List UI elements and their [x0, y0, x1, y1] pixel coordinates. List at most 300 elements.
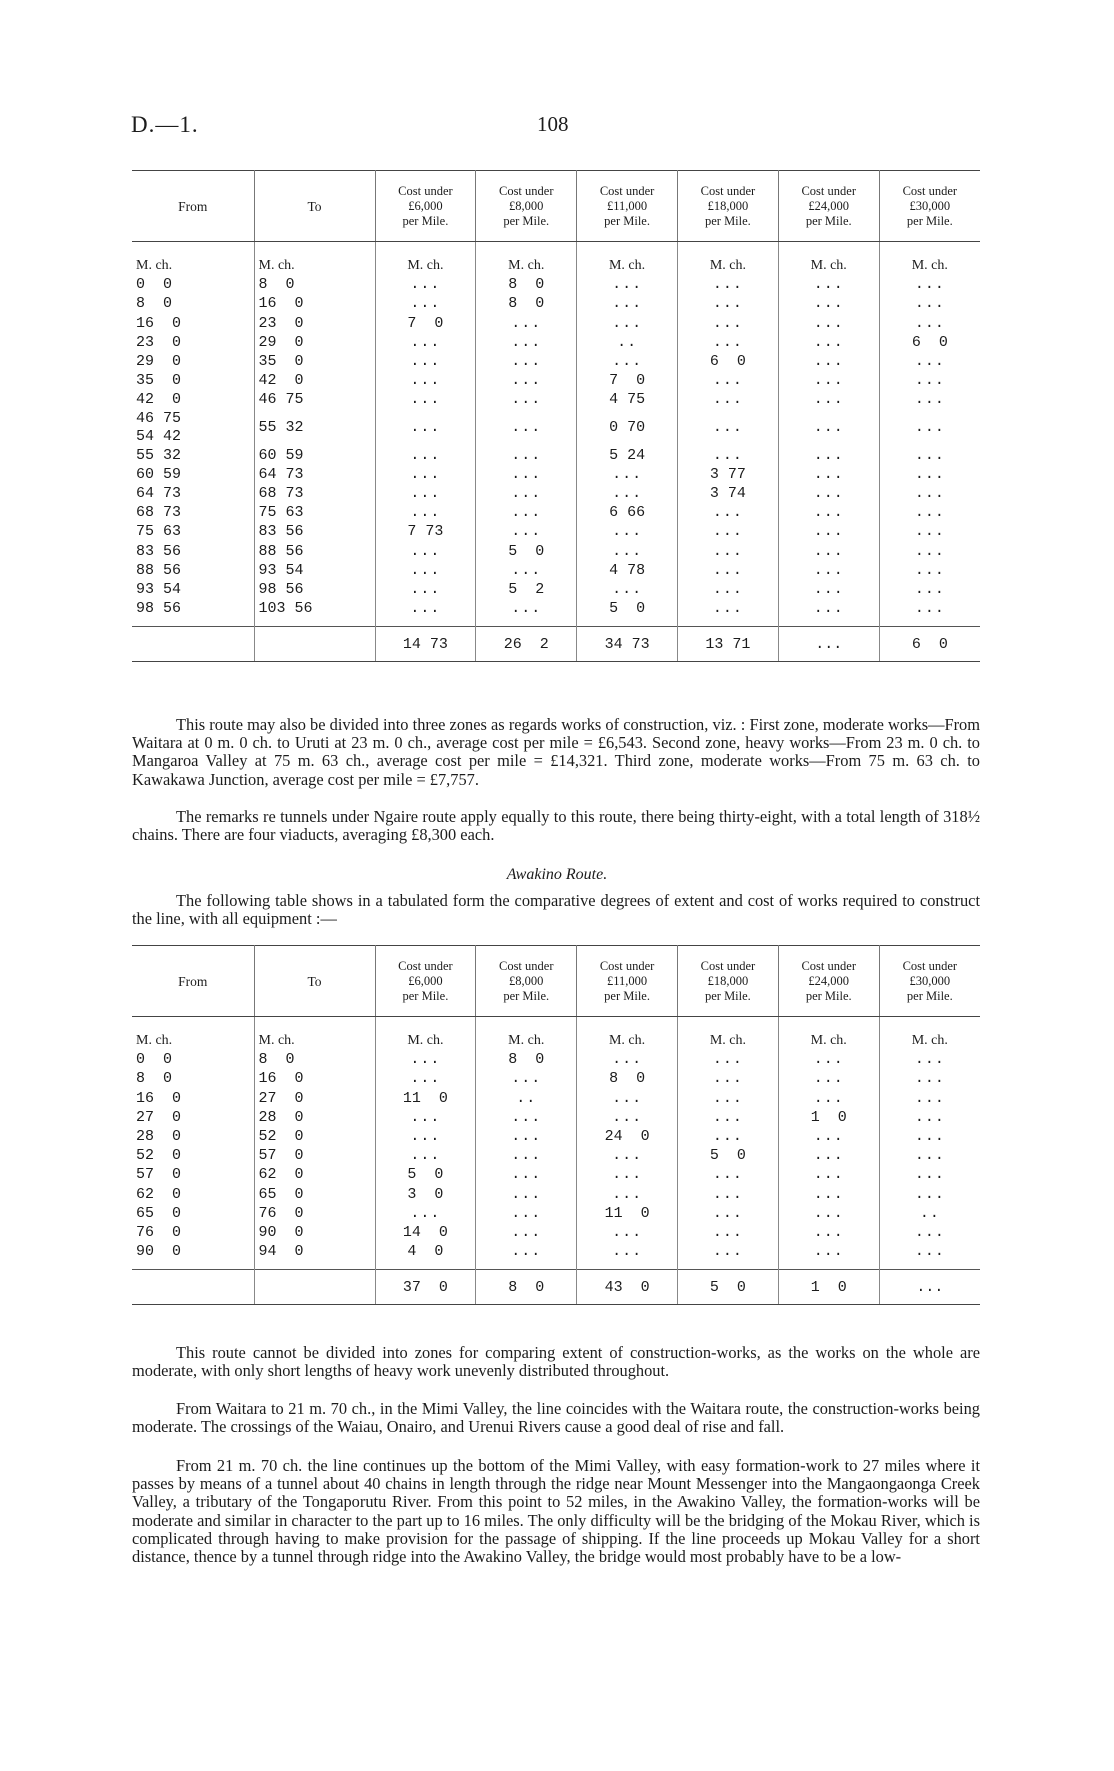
table-row	[132, 599, 980, 618]
cost-cell: 8 0	[476, 1050, 577, 1069]
cost-cell: ...	[778, 580, 879, 599]
totals-row	[132, 627, 980, 662]
cost-cell: 3 0	[375, 1185, 476, 1204]
cost-cell: ...	[914, 600, 945, 618]
from-cell: 88 56	[132, 561, 254, 580]
cost-cell: ..	[577, 333, 678, 352]
table-row	[132, 1185, 980, 1204]
total-cell: 6 0	[879, 627, 980, 662]
spacer-cell	[677, 618, 778, 627]
cost-cell: ...	[375, 484, 476, 503]
cost-cell: 4 78	[577, 561, 678, 580]
cost-cell: ..	[919, 1204, 940, 1222]
cost-cell: ...	[677, 1165, 778, 1184]
cost-cell: ...	[577, 1223, 678, 1242]
total-cell: ...	[879, 1270, 980, 1305]
cost-cell: ...	[677, 446, 778, 465]
cost-cell: ...	[476, 1204, 577, 1223]
to-cell: 68 73	[254, 484, 375, 503]
cost-cell: ...	[677, 410, 778, 446]
cost-cell: ...	[476, 1185, 577, 1204]
cost-cell: ...	[914, 276, 945, 294]
cost-cell: 11 0	[577, 1204, 678, 1223]
spacer-cell	[375, 618, 476, 627]
cost-cell: 0 70	[577, 410, 678, 446]
cost-cell: ...	[778, 1127, 879, 1146]
total-cell: 1 0	[778, 1270, 879, 1305]
unit-label: M. ch.	[375, 242, 476, 276]
to-cell: 90 0	[254, 1223, 375, 1242]
cost-cell: ...	[577, 1146, 678, 1165]
cost-cell: 8 0	[577, 1069, 678, 1088]
cost-cell: ...	[778, 503, 879, 522]
cost-cell: 4 75	[577, 390, 678, 409]
to-cell: 8 0	[254, 1050, 375, 1069]
cost-cell: ...	[677, 522, 778, 541]
cost-cell: ...	[914, 1166, 945, 1184]
cost-cell: ...	[914, 391, 945, 409]
to-cell: 27 0	[254, 1089, 375, 1108]
cost-cell: ...	[375, 390, 476, 409]
table-row	[132, 371, 980, 390]
from-cell: 27 0	[132, 1108, 254, 1127]
cost-cell: ...	[778, 542, 879, 561]
cost-cell: ...	[677, 1204, 778, 1223]
cost-cell: ...	[375, 599, 476, 618]
cost-cell: ...	[914, 295, 945, 313]
table-row	[132, 333, 980, 352]
from-cell: 16 0	[132, 1089, 254, 1108]
spacer-cell	[778, 1261, 879, 1270]
unit-label: M. ch.	[132, 242, 254, 276]
cost-cell: ...	[914, 485, 945, 503]
cost-cell: ...	[778, 371, 879, 390]
table-row	[132, 1146, 980, 1165]
from-cell: 46 75 54 42	[132, 410, 254, 446]
total-cell: 34 73	[577, 627, 678, 662]
cost-cell: ...	[778, 522, 879, 541]
unit-label: M. ch.	[375, 1017, 476, 1051]
cost-cell: ...	[375, 580, 476, 599]
cost-cell: ...	[677, 275, 778, 294]
column-header-cost-6000: Cost under £6,000 per Mile.	[375, 171, 476, 242]
cost-cell: ...	[677, 294, 778, 313]
to-cell: 55 32	[254, 410, 375, 446]
cost-cell: ...	[577, 1089, 678, 1108]
table-row	[132, 1069, 980, 1088]
unit-row	[132, 1017, 980, 1051]
to-cell: 16 0	[254, 1069, 375, 1088]
cost-cell: ...	[476, 522, 577, 541]
cost-cell: ...	[577, 1108, 678, 1127]
cost-cell: ...	[914, 1243, 945, 1261]
table-row	[132, 390, 980, 409]
cost-cell: ...	[476, 1146, 577, 1165]
no-zones-paragraph: This route cannot be divided into zones for comparing extent of construction-works, as the works on the whole are moderate, with only short lengths of heavy work unevenly distributed throughout.	[132, 1343, 980, 1381]
to-cell: 98 56	[254, 580, 375, 599]
cost-cell: ...	[476, 333, 577, 352]
to-cell: 16 0	[254, 294, 375, 313]
from-cell: 0 0	[132, 1050, 254, 1069]
cost-cell: ...	[375, 561, 476, 580]
cost-cell: ...	[677, 1050, 778, 1069]
spacer-cell	[577, 1261, 678, 1270]
unit-label: M. ch.	[778, 242, 879, 276]
cost-cell: 7 0	[577, 371, 678, 390]
to-cell: 60 59	[254, 446, 375, 465]
from-cell: 8 0	[132, 1069, 254, 1088]
cost-cell: ...	[778, 333, 879, 352]
table-row	[132, 446, 980, 465]
cost-cell: ...	[914, 419, 945, 437]
cost-table-first-route	[132, 170, 980, 662]
spacer-cell	[778, 618, 879, 627]
cost-cell: ...	[677, 542, 778, 561]
from-cell: 28 0	[132, 1127, 254, 1146]
totals-blank-cell	[132, 1270, 254, 1305]
cost-cell: 8 0	[476, 294, 577, 313]
cost-cell: ...	[476, 1165, 577, 1184]
cost-cell: 11 0	[375, 1089, 476, 1108]
cost-cell: ...	[778, 294, 879, 313]
cost-cell: ...	[577, 352, 678, 371]
cost-cell: ...	[375, 1108, 476, 1127]
cost-cell: ...	[577, 1165, 678, 1184]
cost-cell: ...	[778, 465, 879, 484]
table-row	[132, 1242, 980, 1261]
cost-cell: 6 0	[911, 333, 948, 351]
column-header-to: To	[254, 171, 375, 242]
totals-row	[132, 1270, 980, 1305]
column-header-cost-24000: Cost under £24,000 per Mile.	[778, 171, 879, 242]
cost-cell: 7 73	[375, 522, 476, 541]
cost-cell: ...	[677, 503, 778, 522]
from-cell: 90 0	[132, 1242, 254, 1261]
column-header-cost-11000: Cost under £11,000 per Mile.	[577, 171, 678, 242]
cost-cell: ...	[778, 446, 879, 465]
cost-cell: ...	[778, 1204, 879, 1223]
unit-label: M. ch.	[677, 1017, 778, 1051]
cost-cell: ...	[476, 390, 577, 409]
unit-label: M. ch.	[254, 1017, 375, 1051]
to-cell: 23 0	[254, 314, 375, 333]
waitara-section-paragraph: From Waitara to 21 m. 70 ch., in the Mimi Valley, the line coincides with the Waitara route, the construction-works being moderate. The crossings of the Waiau, Onairo, and Urenui Rivers cause a good deal of rise and fall.	[132, 1399, 980, 1437]
to-cell: 76 0	[254, 1204, 375, 1223]
column-header-cost-30000: Cost under £30,000 per Mile.	[879, 171, 980, 242]
cost-cell: ...	[914, 581, 945, 599]
from-cell: 93 54	[132, 580, 254, 599]
spacer-cell	[476, 1261, 577, 1270]
cost-cell: ...	[914, 504, 945, 522]
cost-cell: ..	[476, 1089, 577, 1108]
cost-cell: ...	[914, 1051, 945, 1069]
from-cell: 55 32	[132, 446, 254, 465]
cost-cell: 24 0	[577, 1127, 678, 1146]
unit-label: M. ch.	[476, 242, 577, 276]
unit-label: M. ch.	[778, 1017, 879, 1051]
tunnels-paragraph: The remarks re tunnels under Ngaire route apply equally to this route, there being thirty-eight, with a total length of 318½ chains. There are four viaducts, averaging £8,300 each.	[132, 807, 980, 845]
cost-cell: ...	[677, 390, 778, 409]
cost-cell: ...	[778, 314, 879, 333]
cost-cell: ...	[476, 352, 577, 371]
column-header-cost-11000: Cost under £11,000 per Mile.	[577, 946, 678, 1017]
total-cell: 13 71	[677, 627, 778, 662]
cost-cell: ...	[577, 580, 678, 599]
from-cell: 64 73	[132, 484, 254, 503]
to-cell: 52 0	[254, 1127, 375, 1146]
table-row	[132, 1127, 980, 1146]
table-row	[132, 1204, 980, 1223]
unit-label: M. ch.	[577, 242, 678, 276]
cost-cell: ...	[677, 314, 778, 333]
total-cell: 14 73	[375, 627, 476, 662]
to-cell: 62 0	[254, 1165, 375, 1184]
unit-label: M. ch.	[476, 1017, 577, 1051]
cost-cell: ...	[375, 1127, 476, 1146]
cost-cell: ...	[914, 465, 945, 483]
from-cell: 57 0	[132, 1165, 254, 1184]
cost-cell: ...	[677, 561, 778, 580]
cost-cell: ...	[677, 1127, 778, 1146]
unit-label: M. ch.	[132, 1017, 254, 1051]
cost-cell: ...	[778, 1069, 879, 1088]
from-cell: 29 0	[132, 352, 254, 371]
cost-cell: ...	[778, 1146, 879, 1165]
unit-label: M. ch.	[254, 242, 375, 276]
table-row	[132, 542, 980, 561]
table-row	[132, 580, 980, 599]
cost-cell: ...	[778, 484, 879, 503]
unit-row	[132, 242, 980, 276]
total-cell: ...	[778, 627, 879, 662]
from-cell: 8 0	[132, 294, 254, 313]
cost-cell: ...	[476, 484, 577, 503]
cost-cell: 1 0	[778, 1108, 879, 1127]
column-header-from: From	[132, 946, 254, 1017]
from-cell: 60 59	[132, 465, 254, 484]
cost-cell: 5 0	[677, 1146, 778, 1165]
cost-cell: ...	[375, 1146, 476, 1165]
to-cell: 64 73	[254, 465, 375, 484]
from-cell: 62 0	[132, 1185, 254, 1204]
table-row	[132, 522, 980, 541]
totals-blank-cell	[254, 627, 375, 662]
table-row	[132, 503, 980, 522]
from-cell: 83 56	[132, 542, 254, 561]
table-intro-paragraph: The following table shows in a tabulated form the comparative degrees of extent and cost of works required to construct the line, with all equipment :—	[132, 891, 980, 929]
cost-cell: ...	[677, 1108, 778, 1127]
cost-cell: ...	[476, 465, 577, 484]
cost-cell: ...	[375, 503, 476, 522]
cost-cell: ...	[778, 1223, 879, 1242]
from-cell: 52 0	[132, 1146, 254, 1165]
cost-cell: ...	[778, 275, 879, 294]
total-cell: 26 2	[476, 627, 577, 662]
to-cell: 8 0	[254, 275, 375, 294]
cost-cell: ...	[375, 371, 476, 390]
from-cell: 42 0	[132, 390, 254, 409]
cost-cell: ...	[914, 1089, 945, 1107]
cost-cell: 7 0	[375, 314, 476, 333]
document-id: D.—1.	[131, 112, 199, 137]
cost-cell: ...	[577, 1242, 678, 1261]
total-cell: 5 0	[677, 1270, 778, 1305]
cost-cell: ...	[914, 1185, 945, 1203]
cost-cell: ...	[476, 1069, 577, 1088]
cost-cell: 14 0	[375, 1223, 476, 1242]
cost-cell: 6 66	[577, 503, 678, 522]
to-cell: 94 0	[254, 1242, 375, 1261]
cost-cell: ...	[476, 1127, 577, 1146]
cost-cell: 5 0	[476, 542, 577, 561]
cost-cell: ...	[577, 1185, 678, 1204]
cost-cell: ...	[476, 410, 577, 446]
cost-cell: ...	[476, 314, 577, 333]
cost-cell: 6 0	[677, 352, 778, 371]
column-header-cost-18000: Cost under £18,000 per Mile.	[677, 171, 778, 242]
cost-cell: ...	[375, 294, 476, 313]
cost-cell: ...	[914, 1108, 945, 1126]
cost-cell: 8 0	[476, 275, 577, 294]
cost-cell: ...	[375, 465, 476, 484]
cost-cell: ...	[677, 371, 778, 390]
to-cell: 42 0	[254, 371, 375, 390]
cost-cell: 5 0	[375, 1165, 476, 1184]
cost-cell: ...	[914, 523, 945, 541]
from-cell: 16 0	[132, 314, 254, 333]
cost-cell: ...	[914, 372, 945, 390]
cost-cell: ...	[375, 333, 476, 352]
cost-cell: ...	[778, 390, 879, 409]
cost-cell: ...	[914, 353, 945, 371]
cost-cell: ...	[476, 561, 577, 580]
table-row	[132, 465, 980, 484]
from-cell: 23 0	[132, 333, 254, 352]
to-cell: 75 63	[254, 503, 375, 522]
spacer-cell	[879, 618, 980, 627]
table-row	[132, 1050, 980, 1069]
column-header-cost-8000: Cost under £8,000 per Mile.	[476, 946, 577, 1017]
cost-cell: ...	[778, 1242, 879, 1261]
cost-cell: ...	[778, 561, 879, 580]
table-row	[132, 561, 980, 580]
cost-cell: ...	[778, 1165, 879, 1184]
total-cell: 43 0	[577, 1270, 678, 1305]
page-number: 108	[537, 112, 569, 136]
cost-cell: ...	[577, 275, 678, 294]
cost-cell: ...	[577, 465, 678, 484]
from-cell: 65 0	[132, 1204, 254, 1223]
cost-cell: ...	[677, 1223, 778, 1242]
unit-label: M. ch.	[677, 242, 778, 276]
table-row	[132, 275, 980, 294]
to-cell: 57 0	[254, 1146, 375, 1165]
cost-cell: ...	[577, 484, 678, 503]
spacer-cell	[132, 1261, 254, 1270]
to-cell: 29 0	[254, 333, 375, 352]
cost-cell: ...	[375, 1069, 476, 1088]
spacer-cell	[677, 1261, 778, 1270]
cost-cell: ...	[375, 1050, 476, 1069]
cost-cell: ...	[914, 1224, 945, 1242]
table-row	[132, 1165, 980, 1184]
cost-cell: 4 0	[375, 1242, 476, 1261]
cost-cell: ...	[577, 522, 678, 541]
cost-cell: ...	[778, 1050, 879, 1069]
cost-cell: ...	[375, 446, 476, 465]
spacer-cell	[254, 1261, 375, 1270]
cost-cell: ...	[914, 314, 945, 332]
route-heading: Awakino Route.	[506, 866, 608, 883]
cost-cell: 5 0	[577, 599, 678, 618]
totals-blank-cell	[254, 1270, 375, 1305]
cost-cell: ...	[677, 1069, 778, 1088]
cost-cell: ...	[677, 599, 778, 618]
cost-cell: ...	[375, 1204, 476, 1223]
spacer-cell	[476, 618, 577, 627]
cost-cell: ...	[476, 371, 577, 390]
to-cell: 88 56	[254, 542, 375, 561]
column-header-to: To	[254, 946, 375, 1017]
cost-cell: ...	[375, 352, 476, 371]
from-cell: 35 0	[132, 371, 254, 390]
cost-cell: ...	[375, 542, 476, 561]
cost-cell: 5 2	[476, 580, 577, 599]
cost-cell: ...	[476, 599, 577, 618]
cost-cell: ...	[677, 1089, 778, 1108]
table-row	[132, 1223, 980, 1242]
unit-label: M. ch.	[577, 1017, 678, 1051]
cost-cell: ...	[778, 599, 879, 618]
table-row	[132, 294, 980, 313]
from-cell: 0 0	[132, 275, 254, 294]
cost-cell: ...	[914, 561, 945, 579]
cost-cell: ...	[778, 410, 879, 446]
cost-cell: 5 24	[577, 446, 678, 465]
cost-cell: ...	[577, 542, 678, 561]
zones-paragraph: This route may also be divided into three zones as regards works of construction, viz. : First zone, moderate works—From Waitara at 0 m. 0 ch. to Uruti at 23 m. 0 ch., average cost per mile = £6,543. Second zone, heavy works—From 23 m. 0 ch. to Mangaroa Valley at 75 m. 63 ch., average cost per mile = £14,321. Third zone, moderate works—From 75 m. 63 ch. to Kawakawa Junction, average cost per mile = £7,757.	[132, 715, 980, 789]
spacer-cell	[375, 1261, 476, 1270]
cost-cell: ...	[375, 275, 476, 294]
cost-cell: ...	[476, 1108, 577, 1127]
cost-cell: ...	[375, 410, 476, 446]
cost-cell: ...	[677, 1185, 778, 1204]
totals-blank-cell	[132, 627, 254, 662]
total-cell: 8 0	[476, 1270, 577, 1305]
from-cell: 98 56	[132, 599, 254, 618]
cost-cell: ...	[677, 333, 778, 352]
column-header-from: From	[132, 171, 254, 242]
cost-cell: ...	[677, 580, 778, 599]
from-cell: 68 73	[132, 503, 254, 522]
cost-cell: ...	[577, 314, 678, 333]
to-cell: 28 0	[254, 1108, 375, 1127]
from-cell: 75 63	[132, 522, 254, 541]
to-cell: 103 56	[254, 599, 375, 618]
spacer-cell	[879, 1261, 980, 1270]
total-cell: 37 0	[375, 1270, 476, 1305]
spacer-cell	[577, 618, 678, 627]
to-cell: 83 56	[254, 522, 375, 541]
cost-cell: ...	[778, 352, 879, 371]
cost-cell: ...	[476, 1223, 577, 1242]
cost-cell: ...	[778, 1089, 879, 1108]
column-header-cost-18000: Cost under £18,000 per Mile.	[677, 946, 778, 1017]
cost-cell: ...	[914, 1128, 945, 1146]
table-row	[132, 1108, 980, 1127]
to-cell: 35 0	[254, 352, 375, 371]
table-row	[132, 484, 980, 503]
